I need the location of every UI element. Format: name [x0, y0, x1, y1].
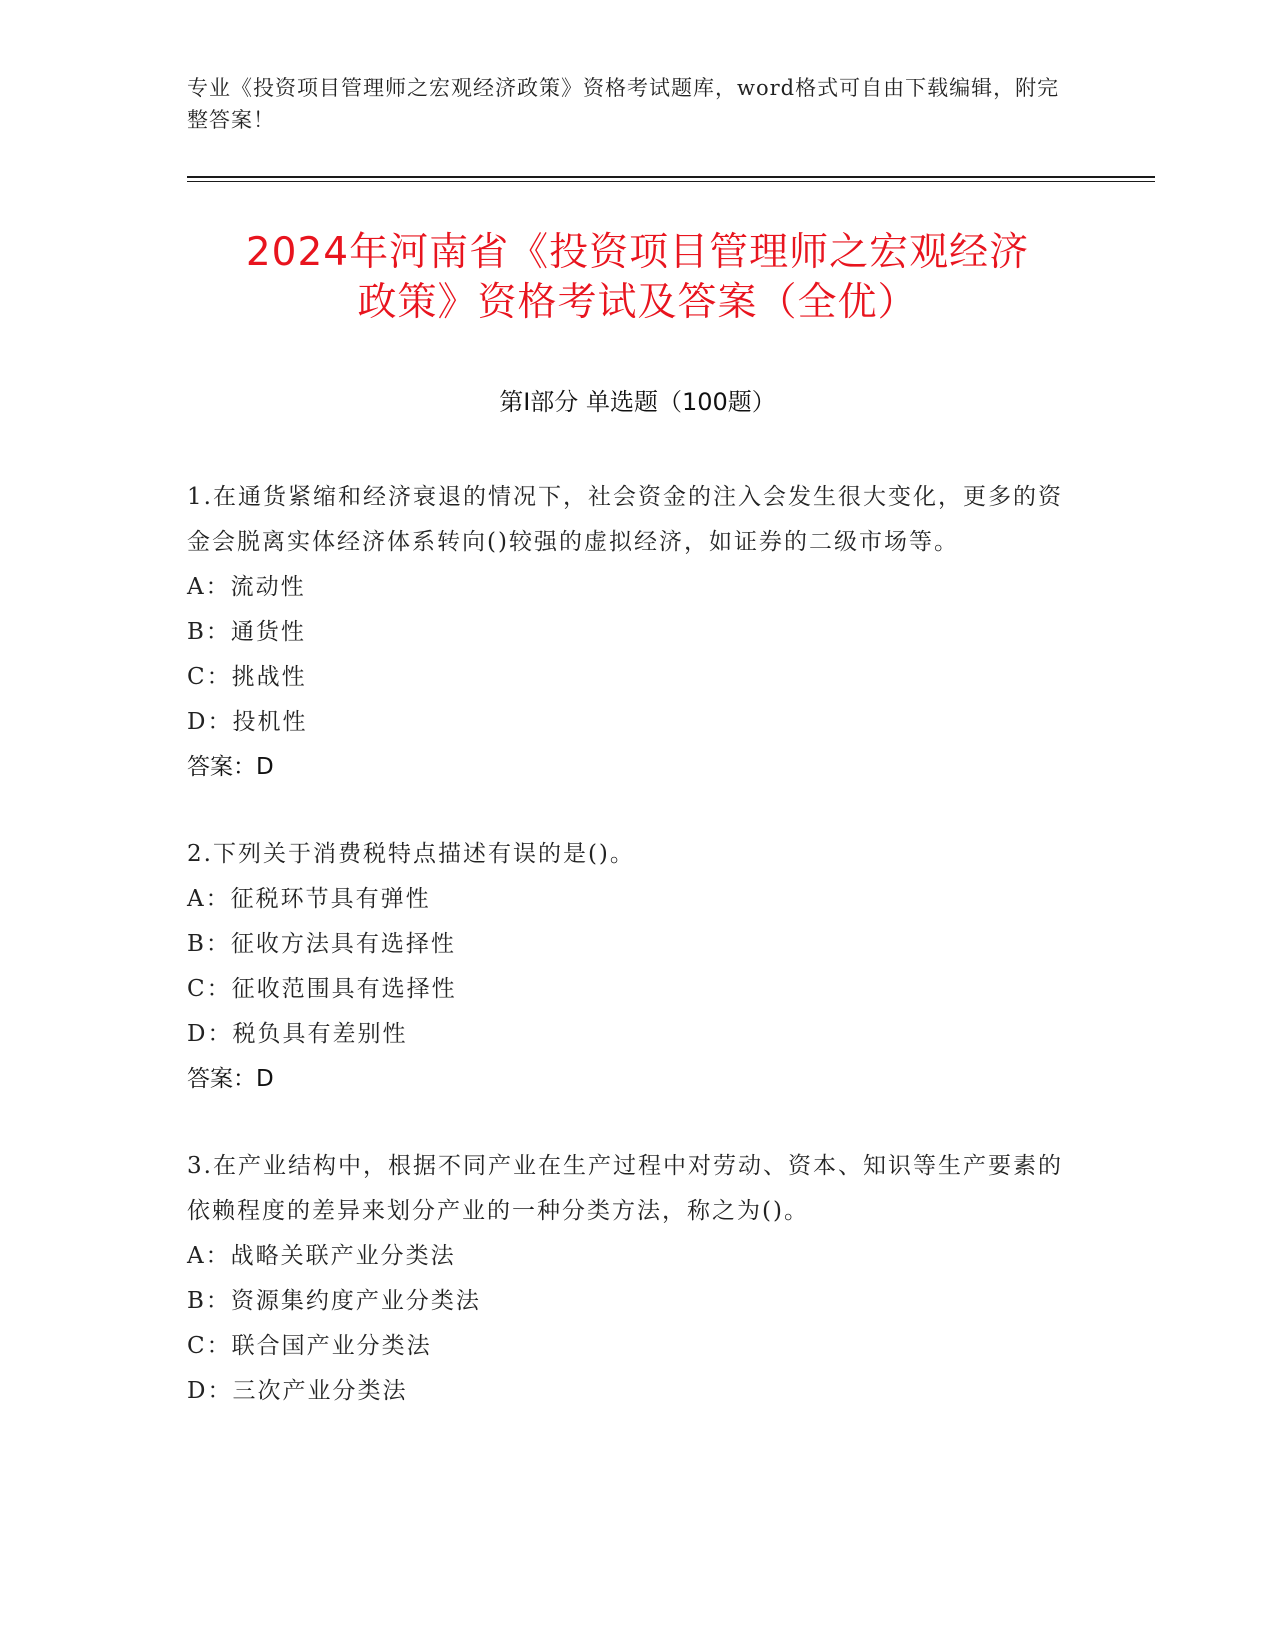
document-title	[150, 228, 1125, 328]
header-divider-thin	[187, 181, 1155, 182]
option-d: D：税负具有差别性	[187, 1021, 408, 1047]
document-title-line-2: 政策》资格考试及答案（全优）	[357, 280, 918, 325]
question-stem: 3.在产业结构中，根据不同产业在生产过程中对劳动、资本、知识等生产要素的依赖程度的差异来划分产业的一种分类方法，称之为()。	[187, 1153, 1063, 1224]
option-a: A：流动性	[187, 574, 306, 600]
option-a: A：征税环节具有弹性	[187, 886, 431, 912]
question-1	[187, 475, 1067, 790]
option-c: C：挑战性	[187, 664, 307, 690]
question-2	[187, 832, 1067, 1102]
option-c: C：联合国产业分类法	[187, 1333, 432, 1359]
option-b: B：征收方法具有选择性	[187, 931, 456, 957]
document-title-line-1: 2024年河南省《投资项目管理师之宏观经济	[245, 230, 1030, 275]
header-divider-thick	[187, 176, 1155, 178]
option-b: B：通货性	[187, 619, 306, 645]
answer: 答案：D	[187, 754, 274, 780]
answer: 答案：D	[187, 1066, 274, 1092]
question-stem: 1.在通货紧缩和经济衰退的情况下，社会资金的注入会发生很大变化，更多的资金会脱离实体经济体系转向()较强的虚拟经济，如证券的二级市场等。	[187, 484, 1063, 555]
option-b: B：资源集约度产业分类法	[187, 1288, 481, 1314]
option-c: C：征收范围具有选择性	[187, 976, 457, 1002]
option-d: D：三次产业分类法	[187, 1378, 408, 1404]
question-3	[187, 1144, 1067, 1414]
page-header: 专业《投资项目管理师之宏观经济政策》资格考试题库，word格式可自由下载编辑，附完整答案！	[187, 76, 1060, 132]
section-title: 第I部分 单选题（100题）	[499, 388, 776, 416]
question-list	[187, 475, 1067, 1456]
option-d: D：投机性	[187, 709, 308, 735]
question-stem: 2.下列关于消费税特点描述有误的是()。	[187, 841, 635, 867]
option-a: A：战略关联产业分类法	[187, 1243, 456, 1269]
